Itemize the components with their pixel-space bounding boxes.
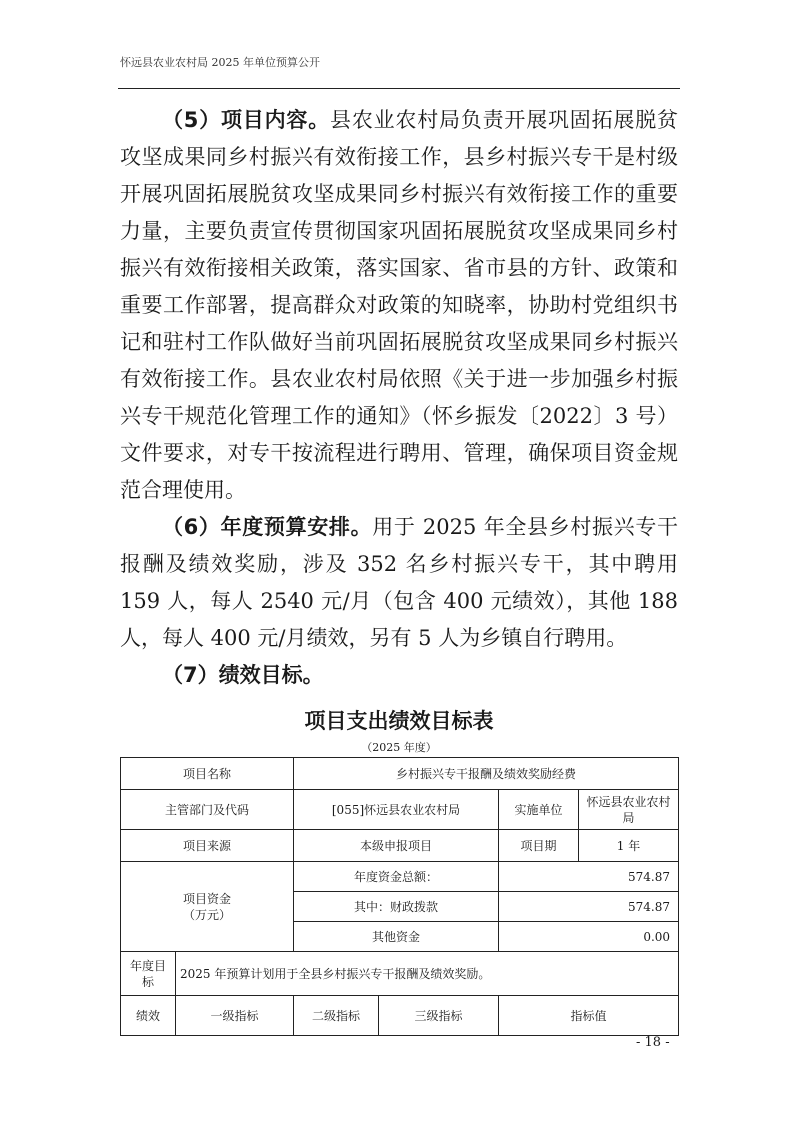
table-row [121,758,679,790]
source-label: 项目来源 [121,830,294,862]
impl-value: 怀远县农业农村局 [579,790,679,830]
performance-table [120,757,679,1036]
heading-project-content: （5）项目内容。 [162,108,331,132]
table-title: 项目支出绩效目标表 [304,709,494,733]
annual-goal-text: 2025 年预算计划用于全县乡村振兴专干报酬及绩效奖励。 [176,952,679,996]
level3-label: 三级指标 [379,996,499,1036]
fiscal-label: 其中：财政拨款 [294,892,499,922]
dept-value: [055]怀远县农业农村局 [294,790,499,830]
page-number: - 18 - [636,1035,670,1050]
table-year: （2025 年度） [361,741,437,754]
page-header: 怀远县农业农村局 2025 年单位预算公开 [120,56,320,69]
period-value: 1 年 [579,830,679,862]
level2-label: 二级指标 [294,996,379,1036]
table-row [121,862,679,892]
funds-label [121,862,294,952]
text-budget: 用于 2025 年全县乡村振兴专干报酬及绩效奖励，涉及 352 名乡村振兴专干，其中聘用 159 人，每人 2540 元/月（包含 400 元绩效），其他 188 人，每人 400 元/月绩效，另有 5 人为乡镇自行聘用。 [120,515,678,650]
project-name-label: 项目名称 [121,758,294,790]
other-label: 其他资金 [294,922,499,952]
perf-label: 绩效 [121,996,176,1036]
table-row [121,830,679,862]
table-row [121,996,679,1036]
heading-budget: （6）年度预算安排。 [162,515,373,539]
project-name-value: 乡村振兴专干报酬及绩效奖励经费 [294,758,679,790]
heading-performance: （7）绩效目标。 [162,663,324,687]
paragraph-performance [120,657,678,694]
value-label: 指标值 [499,996,679,1036]
table-row [121,790,679,830]
paragraph-budget [120,509,678,657]
text-project-content: 县农业农村局负责开展巩固拓展脱贫攻坚成果同乡村振兴有效衔接工作，县乡村振兴专干是村级开展巩固拓展脱贫攻坚成果同乡村振兴有效衔接工作的重要力量，主要负责宣传贯彻国家巩固拓展脱贫攻坚成果同乡村振兴有效衔接相关政策，落实国家、省市县的方针、政策和重要工作部署，提高群众对政策的知晓率，协助村党组织书记和驻村工作队做好当前巩固拓展脱贫攻坚成果同乡村振兴有效衔接工作。县农业农村局依照《关于进一步加强乡村振兴专干规范化管理工作的通知》（怀乡振发〔2022〕3 号）文件要求，对专干按流程进行聘用、管理，确保项目资金规范合理使用。 [120,108,678,502]
source-value: 本级申报项目 [294,830,499,862]
level1-label: 一级指标 [176,996,294,1036]
dept-label: 主管部门及代码 [121,790,294,830]
total-value: 574.87 [499,862,679,892]
fiscal-value: 574.87 [499,892,679,922]
total-label: 年度资金总额： [294,862,499,892]
period-label: 项目期 [499,830,579,862]
funds-label-text: 项目资金 [183,891,232,906]
paragraph-project-content [120,102,678,509]
other-value: 0.00 [499,922,679,952]
header-rule [118,88,680,89]
funds-unit: （万元） [183,907,232,922]
annual-goal-label: 年度目标 [121,952,176,996]
impl-label: 实施单位 [499,790,579,830]
table-row [121,952,679,996]
body-text [120,102,678,694]
